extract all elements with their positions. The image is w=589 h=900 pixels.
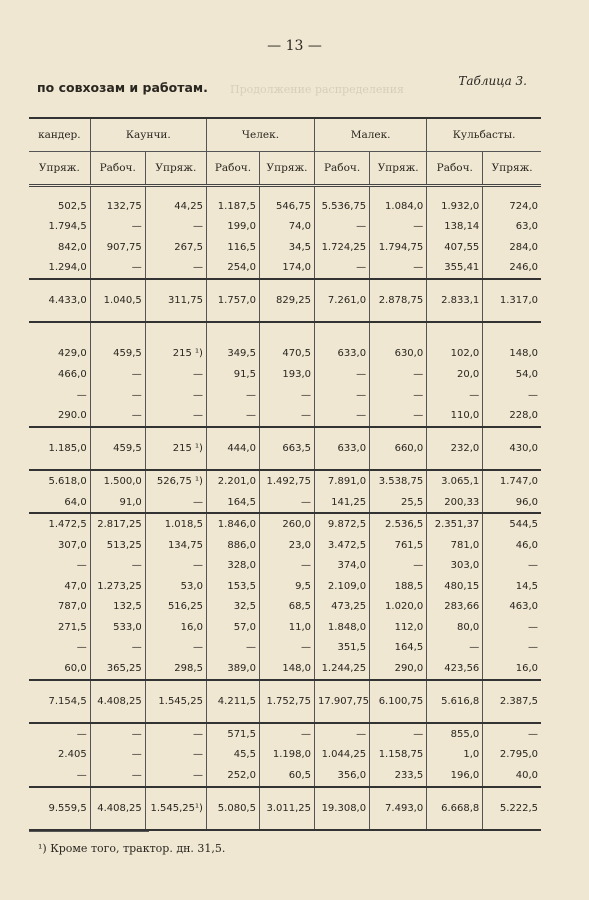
table-cell: 1.757,0 <box>206 279 259 322</box>
table-cell: 761,5 <box>370 535 427 556</box>
table-cell: 233,5 <box>370 765 427 787</box>
table-cell: 4.408,25 <box>90 680 145 723</box>
table-cell <box>483 322 541 344</box>
table-cell: 2.387,5 <box>483 680 541 723</box>
table-cell: 1.794,5 <box>29 216 90 237</box>
table-cell: 513,25 <box>90 535 145 556</box>
table-cell: 571,5 <box>206 723 259 745</box>
table-cell: 74,0 <box>259 216 314 237</box>
table-cell: — <box>145 216 206 237</box>
table-cell: — <box>315 364 370 385</box>
table-cell <box>29 186 90 196</box>
table-cell <box>259 186 314 196</box>
table-cell: 1.187,5 <box>206 196 259 217</box>
group-header-row <box>29 118 541 152</box>
table-cell: — <box>29 765 90 787</box>
table-row <box>29 322 541 344</box>
table-cell: 116,5 <box>206 237 259 258</box>
table-cell: 215 ¹) <box>145 344 206 365</box>
column-header: Упряж. <box>483 152 541 186</box>
table-cell: — <box>259 723 314 745</box>
table-cell <box>206 322 259 344</box>
table-cell: 1.848,0 <box>315 617 370 638</box>
table-cell: 2.109,0 <box>315 576 370 597</box>
table-cell: 2.405 <box>29 744 90 765</box>
table-cell <box>29 322 90 344</box>
table-row <box>29 638 541 659</box>
table-cell: 423,56 <box>427 658 483 680</box>
table-cell: 32,5 <box>206 596 259 617</box>
table-cell: 516,25 <box>145 596 206 617</box>
table-cell: 7.493,0 <box>370 787 427 830</box>
table-cell: 298,5 <box>145 658 206 680</box>
table-cell: 303,0 <box>427 555 483 576</box>
table-cell: — <box>206 385 259 406</box>
table-cell <box>315 186 370 196</box>
footnote: ¹) Кроме того, трактор. дн. 31,5. <box>38 842 226 855</box>
table-cell: 355,41 <box>427 257 483 279</box>
group-header: Кульбасты. <box>427 118 541 152</box>
table-cell: 148,0 <box>509 348 538 360</box>
table-cell: 365,25 <box>90 658 145 680</box>
table-cell: 351,5 <box>315 638 370 659</box>
table-cell: 153,5 <box>206 576 259 597</box>
table-cell: 260,0 <box>259 513 314 535</box>
table-cell: 4.433,0 <box>29 279 90 322</box>
table-cell: 60,0 <box>29 658 90 680</box>
table-cell: — <box>145 385 206 406</box>
table-cell <box>145 322 206 344</box>
table-cell: 407,55 <box>427 237 483 258</box>
table-cell: 80,0 <box>427 617 483 638</box>
table-cell: 307,0 <box>29 535 90 556</box>
table-row <box>29 492 541 514</box>
table-row <box>29 617 541 638</box>
table-cell: 1.158,75 <box>370 744 427 765</box>
table-cell: 102,0 <box>427 344 483 365</box>
table-cell: 480,15 <box>427 576 483 597</box>
table-cell: 188,5 <box>370 576 427 597</box>
table-cell <box>370 322 427 344</box>
table-cell: 1.500,0 <box>90 470 145 492</box>
table-cell: 19.308,0 <box>315 787 370 830</box>
group-header: Каунчи. <box>90 118 206 152</box>
table-cell: 1.846,0 <box>206 513 259 535</box>
table-cell: 91,0 <box>90 492 145 514</box>
table-cell: 17.907,75 <box>315 680 370 723</box>
table-cell: 1.317,0 <box>483 279 541 322</box>
table-row <box>29 596 541 617</box>
table-cell: 328,0 <box>206 555 259 576</box>
table-cell: 1.273,25 <box>90 576 145 597</box>
table-cell: 267,5 <box>145 237 206 258</box>
table-cell: 1.185,0 <box>29 427 90 470</box>
table-row <box>29 344 541 365</box>
table-cell: 1.084,0 <box>370 196 427 217</box>
table-cell: — <box>259 385 314 406</box>
table-cell: 246,0 <box>509 262 538 274</box>
table-cell: 9.559,5 <box>29 787 90 830</box>
table-cell: 4.211,5 <box>206 680 259 723</box>
table-cell: — <box>90 555 145 576</box>
table-cell: 311,75 <box>145 279 206 322</box>
table-cell: 1.794,75 <box>370 237 427 258</box>
table-cell: — <box>145 723 206 745</box>
table-row <box>29 237 541 258</box>
table-cell: 2.817,25 <box>90 513 145 535</box>
table-cell: — <box>145 638 206 659</box>
table-cell: 444,0 <box>206 427 259 470</box>
table-cell: 663,5 <box>259 427 314 470</box>
table-cell: 1.044,25 <box>315 744 370 765</box>
table-cell: — <box>90 723 145 745</box>
table-cell: 134,75 <box>145 535 206 556</box>
table-cell <box>370 186 427 196</box>
table-cell: 6.668,8 <box>427 787 483 830</box>
table-cell: 1.020,0 <box>370 596 427 617</box>
table-cell: — <box>427 638 483 659</box>
table-cell: 544,5 <box>483 513 541 535</box>
table-cell: 215 ¹) <box>145 427 206 470</box>
page-number: — 13 — <box>267 38 322 54</box>
table-cell: 374,0 <box>315 555 370 576</box>
table-cell <box>483 186 541 196</box>
table-cell: — <box>315 385 370 406</box>
table-cell: 96,0 <box>515 496 538 508</box>
table-cell: 228,0 <box>509 410 538 422</box>
table-cell <box>90 322 145 344</box>
column-header: Упряж. <box>29 152 90 186</box>
table-cell: — <box>206 405 259 427</box>
table-cell: 459,5 <box>90 344 145 365</box>
table-cell: 91,5 <box>206 364 259 385</box>
table-label: Таблица 3. <box>458 74 527 88</box>
table-row <box>29 744 541 765</box>
table-cell: — <box>370 723 427 745</box>
data-table <box>29 117 541 831</box>
table-cell: 112,0 <box>370 617 427 638</box>
table-cell: 7.891,0 <box>315 470 370 492</box>
table-cell: 349,5 <box>206 344 259 365</box>
table-cell: 3.472,5 <box>315 535 370 556</box>
table-cell: 473,25 <box>315 596 370 617</box>
table-cell: — <box>427 385 483 406</box>
table-cell: — <box>145 744 206 765</box>
table-cell: 2.351,37 <box>427 513 483 535</box>
table-cell: 1.752,75 <box>259 680 314 723</box>
table-cell: — <box>528 621 538 633</box>
table-cell: 138,14 <box>427 216 483 237</box>
table-cell: 63,0 <box>515 221 538 233</box>
table-cell: 5.618,0 <box>29 470 90 492</box>
table-cell: 252,0 <box>206 765 259 787</box>
table-cell: — <box>90 638 145 659</box>
table-cell: 533,0 <box>90 617 145 638</box>
table-cell: 502,5 <box>29 196 90 217</box>
table-cell <box>427 322 483 344</box>
table-cell: 3.538,75 <box>370 470 427 492</box>
table-cell <box>90 186 145 196</box>
table-row <box>29 658 541 680</box>
table-cell: — <box>90 405 145 427</box>
table-row <box>29 576 541 597</box>
table-cell: 1,0 <box>427 744 483 765</box>
table-cell: 2.536,5 <box>370 513 427 535</box>
table-cell: 1.545,25¹) <box>145 787 206 830</box>
table-cell: 9.872,5 <box>315 513 370 535</box>
table-cell: — <box>259 405 314 427</box>
table-cell: 1.198,0 <box>259 744 314 765</box>
table-cell: — <box>29 555 90 576</box>
table-row <box>29 723 541 745</box>
table-cell: 60,5 <box>259 765 314 787</box>
table-cell: 724,0 <box>509 200 538 212</box>
total-row <box>29 787 541 830</box>
table-cell: 463,0 <box>509 601 538 613</box>
table-cell: — <box>528 560 538 572</box>
table-cell: 886,0 <box>206 535 259 556</box>
table-cell: 20,0 <box>427 364 483 385</box>
table-row <box>29 216 541 237</box>
table-cell: 546,75 <box>259 196 314 217</box>
table-cell: — <box>370 385 427 406</box>
table-cell: 429,0 <box>29 344 90 365</box>
table-row <box>29 405 541 427</box>
table-cell: 1.545,25 <box>145 680 206 723</box>
table-cell: 907,75 <box>90 237 145 258</box>
table-cell: 842,0 <box>29 237 90 258</box>
table-cell: — <box>528 389 538 401</box>
table-cell: — <box>315 216 370 237</box>
table-cell: 290.0 <box>29 405 90 427</box>
table-cell: — <box>90 765 145 787</box>
table-cell: — <box>370 257 427 279</box>
table-row <box>29 535 541 556</box>
footnote-rule <box>29 831 149 832</box>
table-cell: 466,0 <box>29 364 90 385</box>
table-cell: 630,0 <box>370 344 427 365</box>
table-cell <box>206 186 259 196</box>
table-cell: 526,75 ¹) <box>145 470 206 492</box>
table-cell: — <box>259 638 314 659</box>
table-cell: 459,5 <box>90 427 145 470</box>
table-cell: 110,0 <box>427 405 483 427</box>
table-row <box>29 555 541 576</box>
table-cell: 1.724,25 <box>315 237 370 258</box>
table-cell: — <box>29 723 90 745</box>
group-header: Челек. <box>206 118 314 152</box>
table-cell: 787,0 <box>29 596 90 617</box>
table-cell: 633,0 <box>315 344 370 365</box>
table-cell: 16,0 <box>515 662 538 674</box>
column-header: Рабоч. <box>427 152 483 186</box>
table-cell: 54,0 <box>515 369 538 380</box>
table-cell: 1.492,75 <box>259 470 314 492</box>
table-cell: 193,0 <box>259 364 314 385</box>
table-cell: — <box>206 638 259 659</box>
table-cell: 11,0 <box>259 617 314 638</box>
table-cell: 5.616,8 <box>427 680 483 723</box>
table-cell: 1.294,0 <box>29 257 90 279</box>
total-row <box>29 427 541 470</box>
table-row <box>29 364 541 385</box>
table-cell: 5.222,5 <box>483 787 541 830</box>
table-cell: — <box>259 555 314 576</box>
table-cell: 633,0 <box>315 427 370 470</box>
table-cell: 9,5 <box>259 576 314 597</box>
table-cell: — <box>145 405 206 427</box>
table-cell: 141,25 <box>315 492 370 514</box>
table-cell: — <box>145 257 206 279</box>
table-row <box>29 385 541 406</box>
column-header: Рабоч. <box>315 152 370 186</box>
table-cell: 1.018,5 <box>145 513 206 535</box>
table-cell: 148,0 <box>259 658 314 680</box>
table-cell: 290,0 <box>370 658 427 680</box>
table-cell <box>427 186 483 196</box>
table-cell: 132,5 <box>90 596 145 617</box>
table-cell: 3.065,1 <box>427 470 483 492</box>
table-body <box>29 186 541 831</box>
table-cell: 5.080,5 <box>206 787 259 830</box>
table-cell: 174,0 <box>259 257 314 279</box>
table-cell: 25,5 <box>370 492 427 514</box>
table-row <box>29 513 541 535</box>
table-cell: 470,5 <box>259 344 314 365</box>
table-cell: — <box>259 492 314 514</box>
table-cell: 7.261,0 <box>315 279 370 322</box>
table-cell: 271,5 <box>29 617 90 638</box>
table-cell: 14,5 <box>515 580 538 592</box>
table-cell: — <box>315 723 370 745</box>
column-header: Упряж. <box>145 152 206 186</box>
bleed-through-text: Продолжение распределения <box>230 83 404 96</box>
table-cell: 6.100,75 <box>370 680 427 723</box>
table-cell: 2.878,75 <box>370 279 427 322</box>
table-cell: 64,0 <box>29 492 90 514</box>
table-cell: 23,0 <box>259 535 314 556</box>
table-cell: 2.833,1 <box>427 279 483 322</box>
table-cell: 5.536,75 <box>315 196 370 217</box>
table-cell: — <box>370 216 427 237</box>
table-cell: 200,33 <box>427 492 483 514</box>
table-cell: — <box>145 555 206 576</box>
table-row <box>29 470 541 492</box>
table-cell: — <box>29 385 90 406</box>
total-row <box>29 279 541 322</box>
table-cell: 283,66 <box>427 596 483 617</box>
table-cell: 4.408,25 <box>90 787 145 830</box>
table-cell: — <box>90 216 145 237</box>
table-cell: 2.795,0 <box>499 749 538 761</box>
table-cell: 45,5 <box>206 744 259 765</box>
table-row <box>29 765 541 787</box>
table-cell: 44,25 <box>145 196 206 217</box>
table-cell: 254,0 <box>206 257 259 279</box>
table-cell: 1.932,0 <box>427 196 483 217</box>
table-cell: 16,0 <box>145 617 206 638</box>
table-cell: — <box>90 744 145 765</box>
table-cell: 47,0 <box>29 576 90 597</box>
table-cell: 3.011,25 <box>259 787 314 830</box>
table-cell: 430,0 <box>483 427 541 470</box>
table-cell: — <box>145 765 206 787</box>
table-cell: — <box>370 405 427 427</box>
group-header: Малек. <box>315 118 427 152</box>
sub-header-row <box>29 152 541 186</box>
table-cell: — <box>315 405 370 427</box>
table-cell: — <box>145 364 206 385</box>
table-cell: 1.040,5 <box>90 279 145 322</box>
table-cell: — <box>90 364 145 385</box>
table-cell: — <box>90 385 145 406</box>
table-cell: 389,0 <box>206 658 259 680</box>
table-cell: — <box>370 364 427 385</box>
table-cell: 164,5 <box>370 638 427 659</box>
column-header: Рабоч. <box>206 152 259 186</box>
table-row <box>29 196 541 217</box>
table-cell: 781,0 <box>427 535 483 556</box>
table-cell: — <box>528 642 538 654</box>
table-row <box>29 257 541 279</box>
table-cell: 196,0 <box>427 765 483 787</box>
table-cell: — <box>145 492 206 514</box>
column-header: Рабоч. <box>90 152 145 186</box>
table-cell: 855,0 <box>427 723 483 745</box>
table-cell <box>145 186 206 196</box>
table-cell: 7.154,5 <box>29 680 90 723</box>
table-cell: 284,0 <box>509 241 538 253</box>
table-cell: 132,75 <box>90 196 145 217</box>
table-cell: 356,0 <box>315 765 370 787</box>
table-cell: 68,5 <box>259 596 314 617</box>
table-cell: 829,25 <box>259 279 314 322</box>
table-cell <box>259 322 314 344</box>
table-cell: 34,5 <box>259 237 314 258</box>
table-cell: 46,0 <box>515 539 538 551</box>
table-cell: 660,0 <box>370 427 427 470</box>
table-cell: 40,0 <box>515 769 538 781</box>
table-cell: 1.747,0 <box>499 475 538 487</box>
table-cell <box>315 322 370 344</box>
table-cell: — <box>370 555 427 576</box>
total-row <box>29 680 541 723</box>
table-cell: 1.244,25 <box>315 658 370 680</box>
table-cell: 53,0 <box>145 576 206 597</box>
table-cell: 232,0 <box>427 427 483 470</box>
table-cell: 199,0 <box>206 216 259 237</box>
table-cell: 2.201,0 <box>206 470 259 492</box>
column-header: Упряж. <box>370 152 427 186</box>
column-header: Упряж. <box>259 152 314 186</box>
table-cell: — <box>90 257 145 279</box>
table-cell: — <box>29 638 90 659</box>
table-heading: по совхозам и работам. <box>37 80 208 95</box>
group-header: кандер. <box>29 118 90 152</box>
table-row <box>29 186 541 196</box>
table-cell: — <box>315 257 370 279</box>
table-cell: 1.472,5 <box>29 513 90 535</box>
table-cell: 57,0 <box>206 617 259 638</box>
table-cell: 164,5 <box>206 492 259 514</box>
table-cell: — <box>528 728 538 740</box>
